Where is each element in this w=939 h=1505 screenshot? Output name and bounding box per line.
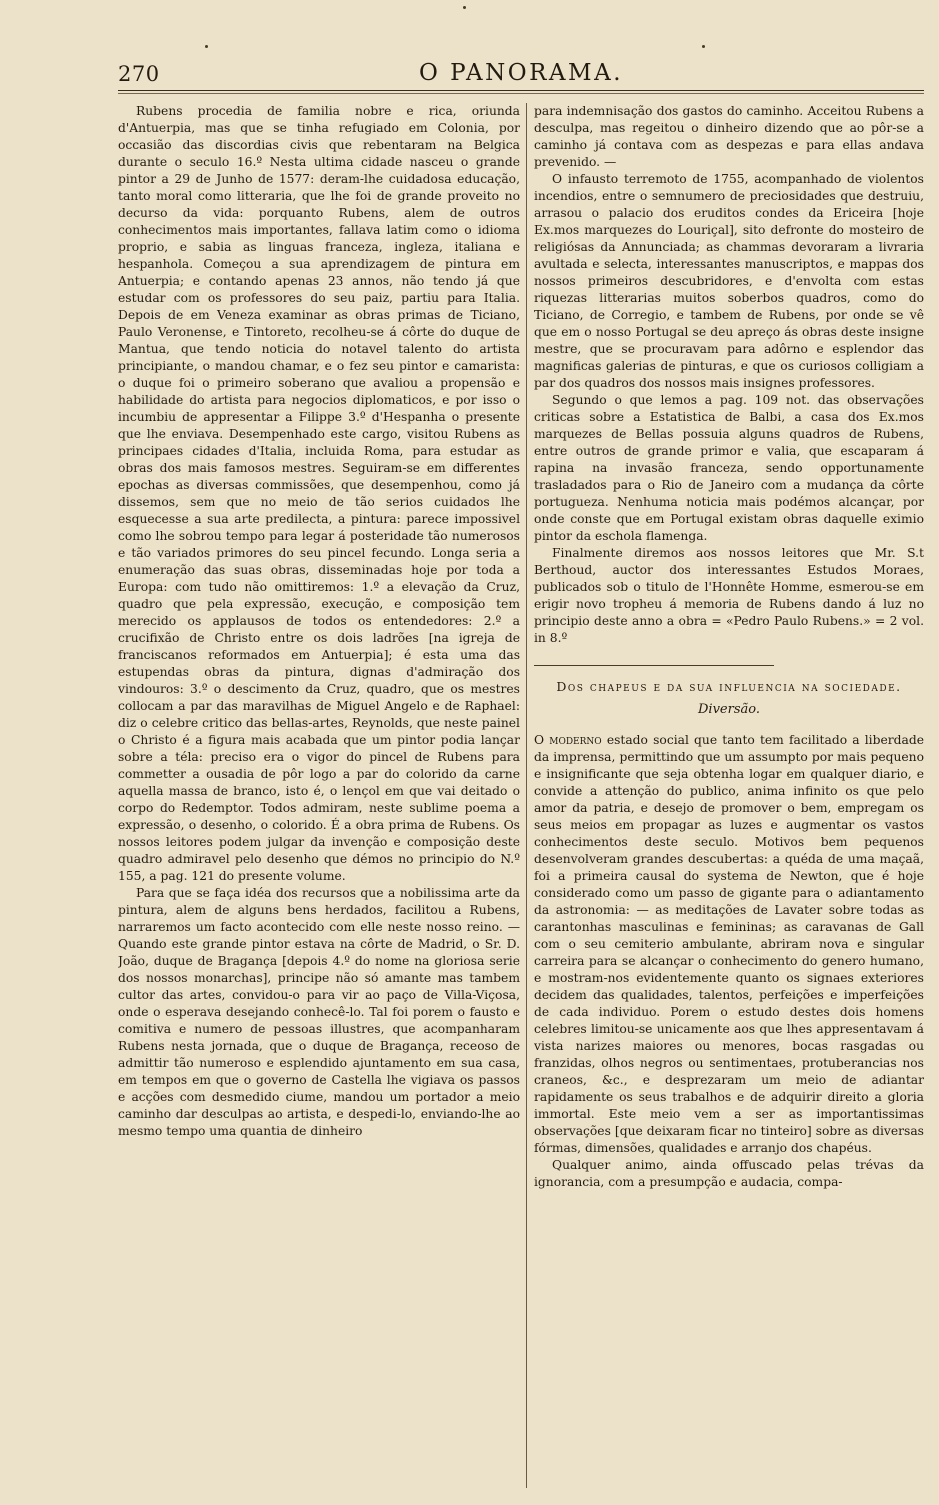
- paragraph: [534, 732, 924, 1157]
- page-header: [118, 62, 924, 92]
- printer-mark: [463, 6, 466, 9]
- printer-mark: [702, 45, 705, 48]
- article-subtitle: Diversão.: [698, 702, 760, 717]
- paragraph: Para que se faça idéa dos recursos que a nobilissima arte da pintura, alem de alguns bens herdados, facilitou a Rubens, narraremos um facto acontecido com elle neste nosso reino. — Quando este grande pintor estava na côrte de Madrid, o Sr. D. João, duque de Bragança [depois 4.º do nome na gloriosa serie dos nossos monarchas], principe não só amante mas tambem cultor das artes, convidou-o para vir ao paço de Villa-Viçosa, onde o esperava desejando conhecê-lo. Tal foi porem o fausto e comitiva e numero de pessoas illustres, que acompanharam Rubens nesta jornada, que o duque de Bragança, receoso de admittir tão numeroso e esplendido ajuntamento em sua casa, em tempos em que o governo de Castella lhe vigiava os passos e acções com desmedido ciume, mandou um portador a meio caminho dar desculpas ao artista, e despedi-lo, enviando-lhe ao mesmo tempo uma quantia de dinheiro: [118, 886, 520, 1138]
- section-separator: [534, 665, 774, 666]
- paragraph-text: estado social que tanto tem facilitado a liberdade da imprensa, permittindo que um assumpto por mais pequeno e insignificante que seja obtenha logar em qualquer diario, e convide a attenção do publico, anima infinito os que pelo amor da patria, e desejo de promover o bem, empregam os seus meios em propagar as luzes e augmentar os vastos conhecimentos deste seculo. Motivos bem pequenos desenvolveram grandes descubertas: a quéda de uma maçaã, foi a primeira causal do systema de Newton, que é hoje considerado como um passo de gigante para o adiantamento da astronomia: — as meditações de Lavater sobre todas as carantonhas masculinas e femininas; as caravanas de Gall com o seu cemiterio ambulante, abriram nova e singular carreira para se alcançar o conhecimento do genero humano, e mostram-nos evidentemente quanto os signaes exteriores decidem das qualidades, talentos, perfeições e imperfeições de cada individuo. Porem o estudo destes dois homens celebres limitou-se unicamente aos que lhes appresentavam á vista narizes maiores ou menores, bocas rasgadas ou franzidas, olhos negros ou sentimentaes, protuberancias nos craneos, &c., e desprezaram um meio de adiantar rapidamente os seus trabalhos e de adquirir direito a gloria immortal. Este meio vem a ser as importantissimas observações [que deixaram ficar no tinteiro] sobre as diversas fórmas, dimensões, qualidades e arranjo dos chapéus.: [534, 733, 924, 1155]
- right-column: [534, 103, 924, 1493]
- header-rule: [118, 93, 924, 94]
- paragraph: Qualquer animo, ainda offuscado pelas trévas da ignorancia, com a presumpção e audacia, compa-: [534, 1158, 924, 1189]
- column-divider: [526, 103, 527, 1488]
- header-rule: [118, 90, 924, 91]
- article-title: Dos chapeus e da sua influencia na sociedade.: [556, 679, 902, 694]
- page-number: 270: [118, 62, 160, 86]
- paragraph: Segundo o que lemos a pag. 109 not. das observações criticas sobre a Estatistica de Balbi, a casa dos Ex.mos marquezes de Bellas possuia alguns quadros de Rubens, entre outros de grande primor e valia, que escaparam á rapina na invasão franceza, sendo opportunamente trasladados para o Rio de Janeiro com a mudança da côrte portugueza. Nenhuma noticia mais podémos alcançar, por onde conste que em Portugal existam obras daquelle eximio pintor da eschola flamenga.: [534, 393, 924, 543]
- printer-mark: [205, 45, 208, 48]
- paragraph: para indemnisação dos gastos do caminho. Acceitou Rubens a desculpa, mas regeitou o dinheiro dizendo que ao pôr-se a caminho já contava com as despezas e para ellas andava prevenido. —: [534, 104, 924, 169]
- paragraph: O infausto terremoto de 1755, acompanhado de violentos incendios, entre o semnumero de preciosidades que destruiu, arrasou o palacio dos eruditos condes da Ericeira [hoje Ex.mos marquezes do Louriçal], sito defronte do mosteiro de religiósas da Annunciada; as chammas devoraram a livraria avultada e selecta, interessantes manuscriptos, e mappas dos nossos primeiros descubridores, e d'envolta com estas riquezas litterarias muitos soberbos quadros, como do Ticiano, de Corregio, e tambem de Rubens, por onde se vê que em o nosso Portugal se deu apreço ás obras deste insigne mestre, que se procuravam para adôrno e esplendor das magnificas galerias de pinturas, e que os curiosos colligiam a par dos quadros dos nossos mais insignes professores.: [534, 172, 924, 390]
- paragraph: Rubens procedia de familia nobre e rica, oriunda d'Antuerpia, mas que se tinha refugiado em Colonia, por occasião das discordias civis que rebentaram na Belgica durante o seculo 16.º Nesta ultima cidade nasceu o grande pintor a 29 de Junho de 1577: deram-lhe cuidadosa educação, tanto moral como litteraria, que lhe foi de grande proveito no decurso da vida: porquanto Rubens, alem de outros conhecimentos mais importantes, fallava latim como o idioma proprio, e sabia as linguas franceza, ingleza, italiana e hespanhola. Começou a sua aprendizagem de pintura em Antuerpia; e contando apenas 23 annos, não tendo já que estudar com os professores do seu paiz, partiu para Italia. Depois de em Veneza examinar as obras primas de Ticiano, Paulo Veronense, e Tintoreto, recolheu-se á côrte do duque de Mantua, que tendo noticia do notavel talento do artista principiante, o mandou chamar, e o fez seu pintor e camarista: o duque foi o primeiro soberano que avaliou a propensão e habilidade do artista para negocios diplomaticos, e por isso o incumbiu de appresentar a Filippe 3.º d'Hespanha o presente que lhe enviava. Desempenhado este cargo, visitou Rubens as principaes cidades d'Italia, incluida Roma, para estudar as obras dos mais famosos mestres. Seguiram-se em differentes epochas as diversas commissões, que desempenhou, como já dissemos, sem que no meio de tão serios cuidados lhe esquecesse a sua arte predilecta, a pintura: parece impossivel como lhe sobrou tempo para legar á posteridade tão numerosos e tão variados primores do seu pincel fecundo. Longa seria a enumeração das suas obras, disseminadas hoje por toda a Europa: com tudo não omittiremos: 1.º a elevação da Cruz, quadro que pela expressão, execução, e composição tem merecido os applausos de todos os entendedores: 2.º a crucifixão de Christo entre os dois ladrões [na igreja de franciscanos reformados em Antuerpia]; é esta uma das estupendas obras da pintura, dignas d'admiração dos vindouros: 3.º o descimento da Cruz, quadro, que os mestres collocam a par das maravilhas de Miguel Angelo e de Raphael: diz o celebre critico das bellas-artes, Reynolds, que neste painel o Christo é a figura mais acabada que um pintor podia lançar sobre a téla: preciso era o vigor do pincel de Rubens para commetter a ousadia de pôr logo a par do colorido da carne aquella massa de branco, isto é, o lençol em que vai deitado o corpo do Redemptor. Todos admiram, neste sublime poema a expressão, o desenho, o colorido. É a obra prima de Rubens. Os nossos leitores podem julgar da invenção e composição deste quadro admiravel pelo desenho que démos no principio do N.º 155, a pag. 121 do presente volume.: [118, 104, 520, 883]
- left-column: [118, 103, 520, 1493]
- publication-title: O PANORAMA.: [418, 60, 624, 86]
- paragraph: Finalmente diremos aos nossos leitores que Mr. S.t Berthoud, auctor dos interessantes Estudos Moraes, publicados sob o titulo de l'Honnête Homme, esmerou-se em erigir novo tropheu á memoria de Rubens dando á luz no principio deste anno a obra = «Pedro Paulo Rubens.» = 2 vol. in 8.º: [534, 546, 924, 645]
- lead-in: O moderno: [534, 733, 602, 747]
